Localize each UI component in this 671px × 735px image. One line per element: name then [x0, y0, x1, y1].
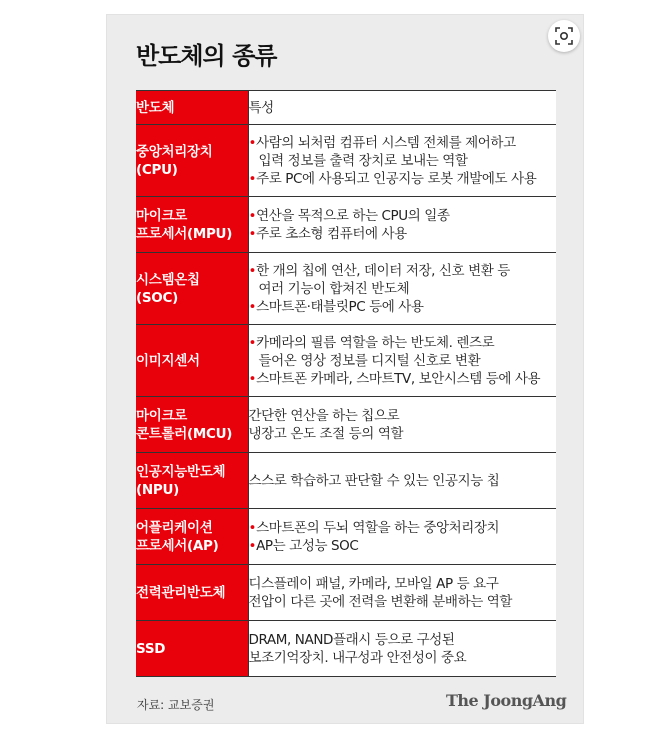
- description-bullet: [249, 370, 557, 388]
- bullet-dot-icon: •: [248, 134, 257, 151]
- semiconductor-description: [248, 197, 556, 253]
- semiconductor-description: [248, 509, 556, 565]
- description-text: 간단한 연산을 하는 칩으로 냉장고 온도 조절 등의 역할: [248, 407, 404, 442]
- table-row: [136, 509, 556, 565]
- bullet-dot-icon: •: [248, 207, 257, 224]
- semiconductor-name: 시스템온칩 (SOC): [136, 253, 248, 325]
- bullet-text: 스마트폰·태블릿PC 등에 사용: [256, 298, 424, 315]
- bullet-dot-icon: •: [248, 537, 257, 554]
- bullet-dot-icon: •: [248, 262, 257, 279]
- bullet-text: 연산을 목적으로 하는 CPU의 일종: [256, 207, 450, 224]
- description-bullet: [249, 262, 557, 298]
- semiconductor-description: [248, 397, 556, 453]
- semiconductor-name: 마이크로 프로세서(MPU): [136, 197, 248, 253]
- semiconductor-name: 이미지센서: [136, 325, 248, 397]
- semiconductor-description: [248, 453, 556, 509]
- description-text: 디스플레이 패널, 카메라, 모바일 AP 등 요구 전압이 다른 곳에 전력을 변환해 분배하는 역할: [248, 575, 513, 610]
- semiconductor-table: [136, 90, 556, 677]
- bullet-text: 카메라의 필름 역할을 하는 반도체. 렌즈로 들어온 영상 정보를 디지털 신호로 변환: [256, 334, 495, 369]
- description-bullet: [249, 207, 557, 225]
- description-bullet: [249, 225, 557, 243]
- table-row: [136, 565, 556, 621]
- table-row: [136, 621, 556, 677]
- source-note: 자료: 교보증권: [137, 698, 215, 712]
- semiconductor-description: [248, 125, 556, 197]
- semiconductor-description: [248, 253, 556, 325]
- semiconductor-description: [248, 621, 556, 677]
- bullet-dot-icon: •: [248, 334, 257, 351]
- table-row: [136, 197, 556, 253]
- semiconductor-description: [248, 565, 556, 621]
- bullet-dot-icon: •: [248, 225, 257, 242]
- semiconductor-name: 중앙처리장치 (CPU): [136, 125, 248, 197]
- bullet-dot-icon: •: [248, 170, 257, 187]
- visual-search-icon: [555, 27, 573, 45]
- bullet-text: 한 개의 칩에 연산, 데이터 저장, 신호 변환 등 여러 기능이 합쳐진 반도체: [256, 262, 510, 297]
- table-row: [136, 397, 556, 453]
- semiconductor-description: [248, 325, 556, 397]
- description-text: 스스로 학습하고 판단할 수 있는 인공지능 칩: [248, 472, 500, 489]
- description-bullet: [249, 519, 557, 537]
- visual-search-button[interactable]: [548, 20, 580, 52]
- description-bullet: [249, 537, 557, 555]
- bullet-text: AP는 고성능 SOC: [256, 537, 359, 554]
- description-bullet: [249, 298, 557, 316]
- bullet-text: 주로 PC에 사용되고 인공지능 로봇 개발에도 사용: [256, 170, 537, 187]
- description-text: DRAM, NAND플래시 등으로 구성된 보조기억장치. 내구성과 안전성이 중요: [248, 631, 467, 666]
- bullet-dot-icon: •: [248, 298, 257, 315]
- table-header-row: [136, 91, 556, 125]
- description-bullet: [249, 334, 557, 370]
- publisher-logo: The JoongAng: [446, 691, 567, 710]
- description-bullet: [249, 134, 557, 170]
- page-title: 반도체의 종류: [136, 42, 277, 70]
- table-row: [136, 325, 556, 397]
- semiconductor-name: 전력관리반도체: [136, 565, 248, 621]
- header-desc-cell: 특성: [248, 91, 556, 125]
- semiconductor-name: 인공지능반도체 (NPU): [136, 453, 248, 509]
- description-bullet: [249, 170, 557, 188]
- bullet-text: 사람의 뇌처럼 컴퓨터 시스템 전체를 제어하고 입력 정보를 출력 장치로 보내는 역할: [256, 134, 516, 169]
- bullet-text: 스마트폰 카메라, 스마트TV, 보안시스템 등에 사용: [256, 370, 541, 387]
- header-name-cell: 반도체: [136, 91, 248, 125]
- table-row: [136, 453, 556, 509]
- semiconductor-name: 마이크로 콘트롤러(MCU): [136, 397, 248, 453]
- table-row: [136, 125, 556, 197]
- bullet-dot-icon: •: [248, 519, 257, 536]
- bullet-dot-icon: •: [248, 370, 257, 387]
- bullet-text: 주로 초소형 컴퓨터에 사용: [256, 225, 407, 242]
- semiconductor-name: 어플리케이션 프로세서(AP): [136, 509, 248, 565]
- table-row: [136, 253, 556, 325]
- bullet-text: 스마트폰의 두뇌 역할을 하는 중앙처리장치: [256, 519, 500, 536]
- semiconductor-name: SSD: [136, 621, 248, 677]
